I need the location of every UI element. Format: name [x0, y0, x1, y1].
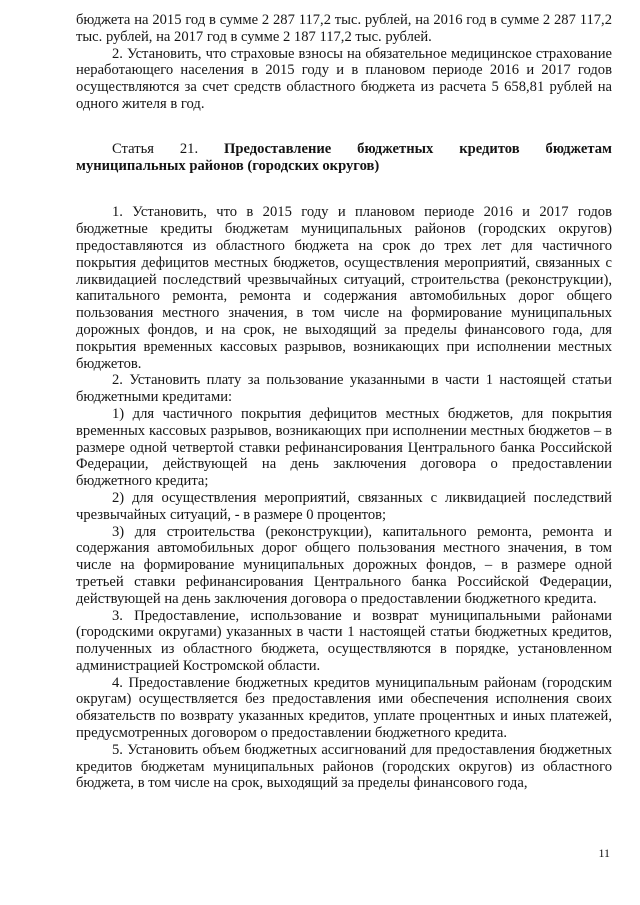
paragraph-5: 5. Установить объем бюджетных ассигнований для предоставления бюджетных кредитов бюджетам муниципальных районов (городских округов) из областного бюджета, в том числе на срок, выходящий за пределы финансового года, [76, 741, 612, 792]
paragraph-continuation: бюджета на 2015 год в сумме 2 287 117,2 тыс. рублей, на 2016 год в сумме 2 287 117,2 тыс. рублей, на 2017 год в сумме 2 187 117,2 тыс. рублей. [76, 12, 612, 45]
article-number: Статья 21. [112, 140, 199, 157]
paragraph-3: 3. Предоставление, использование и возврат муниципальными районами (городскими округами) указанных в части 1 настоящей статьи бюджетных кредитов, полученных из областного бюджета, осуществляются в порядке, установленном администрацией Костромской области. [76, 607, 612, 674]
document-body [76, 12, 612, 792]
page-number: 11 [598, 846, 610, 860]
spacer [76, 113, 612, 141]
article-heading [76, 141, 612, 175]
paragraph-1: 1. Установить, что в 2015 году и плановом периоде 2016 и 2017 годов бюджетные кредиты бюджетам муниципальных районов (городских округов) предоставляются из областного бюджета на срок до трех лет для частичного покрытия дефицитов местных бюджетов, осуществления мероприятий, связанных с ликвидацией последствий чрезвычайных ситуаций, строительства (реконструкции), капитального ремонта, ремонта и содержания автомобильных дорог общего пользования местного значения, в том числе на формирование муниципальных дорожных фондов, и на срок, не выходящий за пределы финансового года, для покрытия временных кассовых разрывов, возникающих при исполнении местных бюджетов. [76, 204, 612, 372]
article-title: Предоставление бюджетных кредитов бюджетам муниципальных районов (городских округов) [76, 140, 612, 174]
paragraph-4: 4. Предоставление бюджетных кредитов муниципальным районам (городским округам) осуществляется без предоставления ими обеспечения исполнения своих обязательств по возврату указанных кредитов, уплате процентных и иных платежей, предусмотренных договором о предоставлении бюджетного кредита. [76, 674, 612, 742]
paragraph-2-item-2: 2) для осуществления мероприятий, связанных с ликвидацией последствий чрезвычайных ситуаций, - в размере 0 процентов; [76, 489, 612, 523]
paragraph-2-item-1: 1) для частичного покрытия дефицитов местных бюджетов, для покрытия временных кассовых разрывов, возникающих при исполнении местных бюджетов – в размере одной четвертой ставки рефинансирования Центрального банка Российской Федерации, действующей на день заключения договора о предоставлении бюджетного кредита; [76, 405, 612, 490]
spacer [76, 174, 612, 204]
paragraph-insurance: 2. Установить, что страховые взносы на обязательное медицинское страхование неработающего населения в 2015 году и в плановом периоде 2016 и 2017 годов осуществляются за счет средств областного бюджета из расчета 5 658,81 рублей на одного жителя в год. [76, 45, 612, 112]
paragraph-2-item-3: 3) для строительства (реконструкции), капитального ремонта, ремонта и содержания автомобильных дорог общего пользования местного значения, в том числе на формирование муниципальных дорожных фондов, – в размере одной третьей ставки рефинансирования Центрального банка Российской Федерации, действующей на день заключения договора о предоставлении бюджетного кредита. [76, 523, 612, 607]
paragraph-2: 2. Установить плату за пользование указанными в части 1 настоящей статьи бюджетными кредитами: [76, 372, 612, 406]
